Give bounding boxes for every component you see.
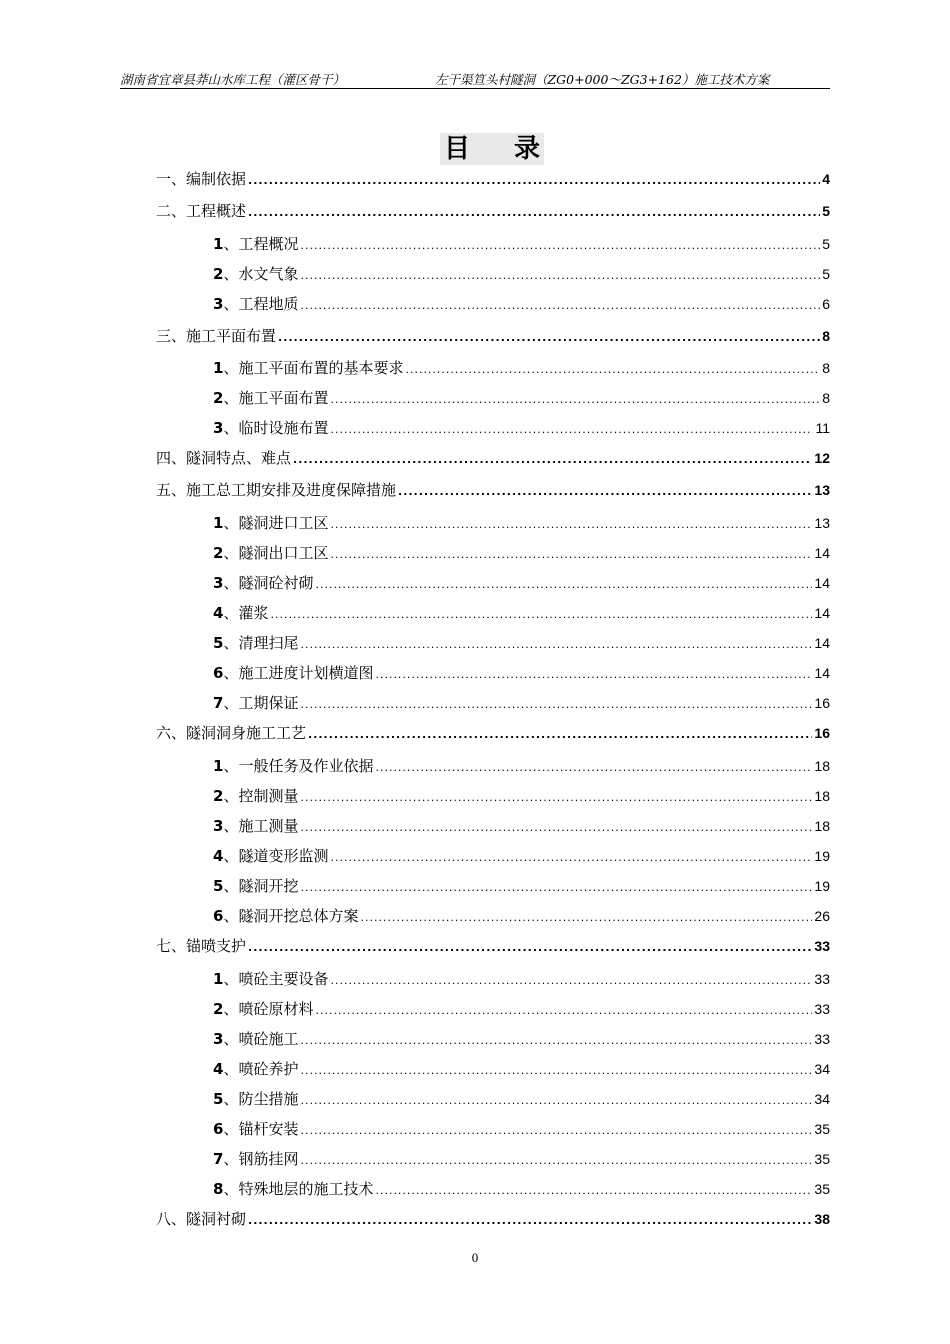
toc-dot-leader [360,911,812,924]
toc-entry-page: 35 [814,1151,830,1167]
toc-dot-leader [300,239,820,252]
toc-entry-label: 、施工平面布置 [223,389,329,407]
toc-entry-label: 三、施工平面布置 [156,327,277,345]
toc-entry-number: 3 [213,817,224,835]
toc-entry-label: 、工期保证 [223,694,299,712]
toc-entry-page: 12 [814,450,830,466]
toc-entry-label: 、喷砼主要设备 [223,970,329,988]
toc-entry-label: 、防尘措施 [223,1090,299,1108]
toc-dot-leader [375,761,812,774]
toc-entry-label: 七、锚喷支护 [156,937,247,955]
toc-entry-page: 33 [814,1001,830,1017]
toc-entry-number: 8 [213,1180,224,1198]
toc-dot-leader [300,1034,812,1047]
toc-entry-page: 5 [822,203,830,219]
toc-dot-leader [248,1214,812,1227]
toc-entry-label: 、隧洞进口工区 [223,514,329,532]
toc-dot-leader [300,1124,812,1137]
toc-entry-page: 19 [814,878,830,894]
toc-entry-label: 、隧洞开挖 [223,877,299,895]
toc-entry-label: 、钢筋挂网 [223,1150,299,1168]
toc-entry-number: 3 [213,419,224,437]
toc-entry-number: 2 [213,1000,224,1018]
toc-entry-number: 4 [213,1060,224,1078]
toc-dot-leader [330,518,812,531]
toc-entry-label: 二、工程概述 [156,202,247,220]
page-header [120,68,830,89]
toc-entry-label: 、隧洞开挖总体方案 [223,907,359,925]
toc-entry-label: 、水文气象 [223,265,299,283]
toc-dot-leader [330,851,812,864]
toc-entry-page: 14 [814,635,830,651]
toc-entry[interactable] [213,542,830,563]
toc-dot-leader [293,453,812,466]
toc-entry[interactable] [156,447,830,468]
toc-entry-page: 33 [814,971,830,987]
toc-entry-page: 5 [822,236,830,252]
toc-entry-label: 、隧洞出口工区 [223,544,329,562]
toc-entry-number: 1 [213,235,224,253]
toc-entry-label: 、临时设施布置 [223,419,329,437]
toc-entry[interactable] [213,662,830,683]
toc-entry[interactable] [213,785,830,806]
toc-entry[interactable] [213,875,830,896]
toc-entry-page: 35 [814,1121,830,1137]
toc-entry-page: 33 [814,938,830,954]
toc-dot-leader [300,638,812,651]
toc-entry[interactable] [213,1148,830,1169]
toc-entry-page: 34 [814,1091,830,1107]
toc-entry[interactable] [156,479,830,500]
toc-entry-number: 1 [213,359,224,377]
toc-entry-number: 6 [213,1120,224,1138]
toc-entry-label: 、施工进度计划横道图 [223,664,374,682]
toc-dot-leader [300,821,812,834]
toc-entry-page: 14 [814,665,830,681]
toc-entry[interactable] [213,755,830,776]
header-project-name: 湖南省宜章县莽山水库工程（灌区骨干） [120,72,346,87]
toc-dot-leader [300,1154,812,1167]
toc-entry-label: 、喷砼养护 [223,1060,299,1078]
toc-entry-number: 3 [213,1030,224,1048]
page-number: 0 [471,1250,479,1265]
toc-entry-label: 、控制测量 [223,787,299,805]
toc-entry-page: 34 [814,1061,830,1077]
toc-entry[interactable] [213,602,830,623]
toc-entry-number: 2 [213,265,224,283]
toc-dot-leader [300,269,820,282]
toc-entry[interactable] [156,325,830,346]
toc-dot-leader [315,1004,812,1017]
toc-entry[interactable] [213,1178,830,1199]
toc-entry-label: 一、编制依据 [156,170,247,188]
toc-dot-leader [308,728,812,741]
toc-entry-page: 14 [814,545,830,561]
toc-entry-page: 11 [815,420,830,436]
toc-entry[interactable] [213,815,830,836]
toc-title [440,133,544,165]
toc-dot-leader [300,299,820,312]
toc-entry-page: 26 [814,908,830,924]
toc-entry-label: 、锚杆安装 [223,1120,299,1138]
toc-dot-leader [398,485,812,498]
header-document-name: 左干渠笪头村隧洞（ZG0+000～ZG3+162）施工技术方案 [435,72,770,87]
toc-entry-page: 8 [822,328,830,344]
toc-entry[interactable] [213,512,830,533]
toc-dot-leader [300,1094,812,1107]
toc-entry[interactable] [156,168,830,189]
toc-entry[interactable] [156,935,830,956]
toc-entry[interactable] [213,387,830,408]
toc-entry-number: 2 [213,544,224,562]
toc-entry[interactable] [213,263,830,284]
toc-entry-label: 八、隧洞衬砌 [156,1210,247,1228]
toc-entry-page: 14 [814,605,830,621]
toc-entry-label: 、喷砼施工 [223,1030,299,1048]
toc-entry[interactable] [156,200,830,221]
toc-entry-number: 2 [213,389,224,407]
toc-entry-number: 1 [213,970,224,988]
toc-entry-number: 4 [213,847,224,865]
toc-entry[interactable] [156,1208,830,1229]
toc-entry[interactable] [213,1118,830,1139]
toc-entry-page: 18 [814,758,830,774]
toc-entry-number: 3 [213,574,224,592]
toc-entry-page: 38 [814,1211,830,1227]
toc-entry-page: 19 [814,848,830,864]
toc-dot-leader [330,974,812,987]
toc-title-char-1: 目 [443,134,470,164]
toc-entry[interactable] [213,233,830,254]
toc-dot-leader [270,608,812,621]
toc-entry-number: 7 [213,694,224,712]
toc-entry-page: 8 [822,390,830,406]
toc-entry-number: 6 [213,664,224,682]
toc-entry-label: 、工程地质 [223,295,299,313]
toc-entry-number: 5 [213,1090,224,1108]
toc-entry-label: 、一般任务及作业依据 [223,757,374,775]
toc-entry[interactable] [213,968,830,989]
toc-entry-page: 4 [822,171,830,187]
toc-entry[interactable] [213,293,830,314]
toc-entry-number: 5 [213,877,224,895]
toc-dot-leader [300,698,812,711]
toc-dot-leader [300,1064,812,1077]
toc-entry-number: 7 [213,1150,224,1168]
toc-entry[interactable] [213,632,830,653]
toc-dot-leader [248,174,820,187]
toc-entry-label: 、隧道变形监测 [223,847,329,865]
toc-entry-number: 6 [213,907,224,925]
toc-entry-label: 、清理扫尾 [223,634,299,652]
toc-entry-number: 3 [213,295,224,313]
toc-entry-page: 13 [814,482,830,498]
toc-dot-leader [315,578,812,591]
toc-dot-leader [330,423,813,436]
toc-entry[interactable] [213,417,830,438]
toc-entry-label: 、工程概况 [223,235,299,253]
toc-entry-page: 6 [822,296,830,312]
toc-dot-leader [330,548,812,561]
toc-entry-page: 8 [822,360,830,376]
toc-entry-page: 33 [814,1031,830,1047]
toc-entry-label: 、特殊地层的施工技术 [223,1180,374,1198]
toc-entry-number: 2 [213,787,224,805]
toc-entry-page: 16 [814,725,830,741]
toc-entry-label: 、施工测量 [223,817,299,835]
toc-dot-leader [375,668,812,681]
toc-dot-leader [375,1184,812,1197]
toc-dot-leader [330,393,820,406]
toc-entry[interactable] [213,998,830,1019]
toc-entry-number: 4 [213,604,224,622]
toc-dot-leader [278,331,820,344]
toc-dot-leader [248,941,812,954]
toc-title-char-2: 录 [514,134,541,164]
toc-entry[interactable] [213,905,830,926]
toc-entry[interactable] [156,722,830,743]
toc-entry-label: 、喷砼原材料 [223,1000,314,1018]
toc-entry-label: 、施工平面布置的基本要求 [223,359,404,377]
toc-dot-leader [300,881,812,894]
toc-entry-page: 18 [814,818,830,834]
toc-entry-page: 13 [814,515,830,531]
toc-entry[interactable] [213,1088,830,1109]
toc-entry-label: 六、隧洞洞身施工工艺 [156,724,307,742]
toc-dot-leader [405,363,820,376]
toc-entry-page: 35 [814,1181,830,1197]
toc-entry-number: 1 [213,757,224,775]
toc-entry-page: 16 [814,695,830,711]
toc-entry-label: 、灌浆 [223,604,269,622]
toc-entry-page: 18 [814,788,830,804]
toc-entry-label: 四、隧洞特点、难点 [156,449,292,467]
toc-dot-leader [248,206,820,219]
toc-entry-label: 五、施工总工期安排及进度保障措施 [156,481,397,499]
toc-entry[interactable] [213,1058,830,1079]
toc-entry[interactable] [213,1028,830,1049]
toc-entry[interactable] [213,572,830,593]
toc-entry-page: 14 [814,575,830,591]
toc-entry-page: 5 [822,266,830,282]
toc-entry[interactable] [213,357,830,378]
toc-entry-number: 5 [213,634,224,652]
toc-entry-label: 、隧洞砼衬砌 [223,574,314,592]
toc-entry[interactable] [213,692,830,713]
toc-entry-number: 1 [213,514,224,532]
toc-dot-leader [300,791,812,804]
toc-entry[interactable] [213,845,830,866]
